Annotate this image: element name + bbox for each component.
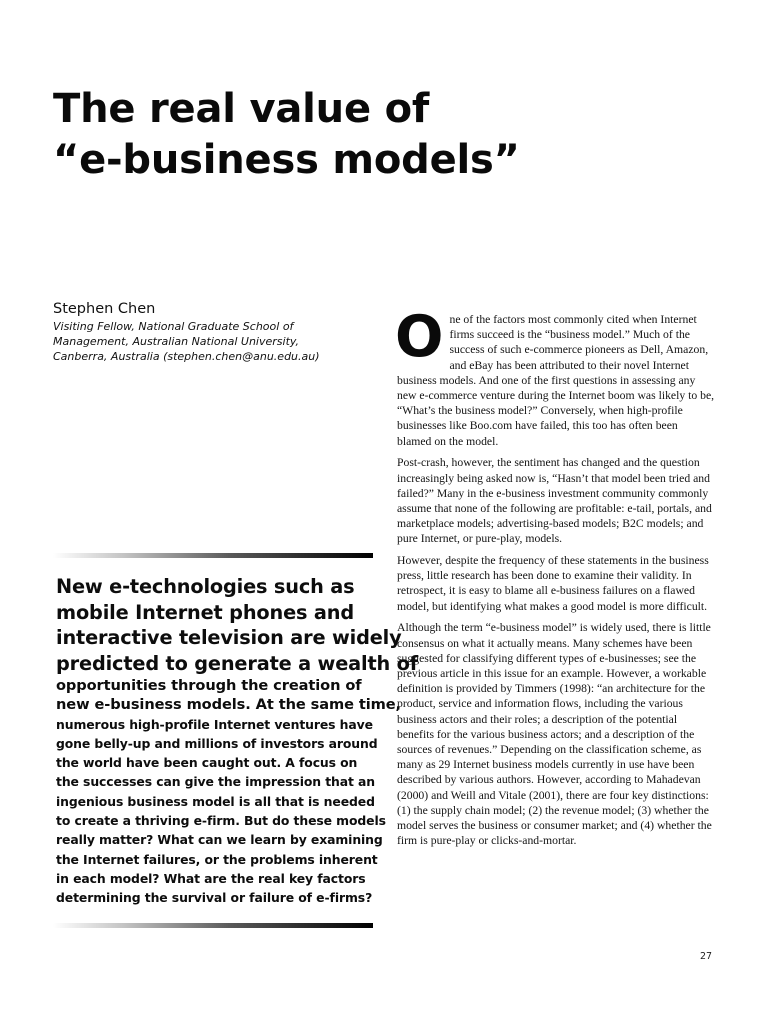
body-paragraph-4: Although the term “e-business model” is widely used, there is little consensus on what it actually means. Many schemes have been suggested for classifying different types of e-businesses; see the previous article in this issue for an example. However, a workable definition is provided by Timmers (1998): “an architecture for the product, service and information flows, including the various business actors and their roles; a description of the potential benefits for the various business actors; and a description of the sources of revenues.” Depending on the classification scheme, as many as 29 Internet business models currently in use have been described by various authors. However, according to Mahadevan (2000) and Weill and Vitale (2001), there are four key distinctions: (1) the supply chain model; (2) the revenue model; (3) whether the model serves the business or consumer market; and (4) whether the firm is pure-play or clicks-and-mortar. (397, 621, 712, 848)
pullquote-line: new e-business models. At the same time, (56, 696, 402, 714)
title-line-1: The real value of (53, 86, 430, 132)
body-column (395, 304, 715, 855)
title-line-2: “e-business models” (53, 137, 520, 183)
affiliation-line: Visiting Fellow, National Graduate School of (53, 320, 294, 333)
author-affiliation (53, 319, 353, 365)
pullquote-line: numerous high-profile Internet ventures have (56, 716, 373, 732)
affiliation-line: Management, Australian National University, (53, 335, 300, 349)
pullquote (56, 574, 418, 908)
pullquote-line: determining the survival or failure of e-firms? (56, 890, 373, 906)
author-name: Stephen Chen (53, 301, 156, 317)
article-title (53, 84, 520, 186)
pullquote-line: opportunities through the creation of (56, 677, 362, 694)
drop-cap: O (395, 304, 444, 370)
paragraph-text: ne of the factors most commonly cited when Internet firms succeed is the “business model.” Much of the success of such e-commerce pioneers as Dell, Amazon, and eBay has been attributed to their novel Internet business models. And one of the first questions in assessing any new e-commerce venture during the Internet boom was likely to be, “What’s the business model?” Conversely, when high-profile businesses like Boo.com have failed, this too has often been blamed on the model. (397, 313, 715, 448)
pullquote-bottom-rule (53, 923, 373, 928)
body-paragraph-1 (395, 304, 715, 449)
pullquote-line: the Internet failures, or the problems inherent (56, 851, 378, 867)
pullquote-line: the successes can give the impression that an (56, 774, 376, 790)
pullquote-line: interactive television are widely (56, 626, 402, 649)
pullquote-line: ingenious business model is all that is needed (56, 793, 375, 809)
pullquote-line: really matter? What can we learn by examining (56, 832, 383, 848)
pullquote-line: in each model? What are the real key factors (56, 870, 366, 886)
body-paragraph-2: Post-crash, however, the sentiment has changed and the question increasingly being asked now is, “Hasn’t that model been tried and failed?” Many in the e-business investment community commonly assume that none of the following are profitable: e-tail, portals, and marketplace models; advertising-based models; B2C models; and pure Internet, or pure-play, models. (397, 456, 712, 546)
body-paragraph-3: However, despite the frequency of these statements in the business press, little research has been done to examine their validity. In retrospect, it is easy to blame all e-business failures on a flawed model, but identifying what makes a good model is more difficult. (397, 554, 709, 613)
pullquote-line: New e-technologies such as (56, 575, 355, 598)
pullquote-line: mobile Internet phones and (56, 600, 354, 624)
pullquote-line: the world have been caught out. A focus on (56, 755, 358, 771)
pullquote-line: gone belly-up and millions of investors around (56, 735, 378, 751)
pullquote-top-rule (53, 553, 373, 558)
page-number: 27 (700, 951, 713, 962)
pullquote-line: predicted to generate a wealth of (56, 651, 418, 675)
affiliation-line: Canberra, Australia (stephen.chen@anu.edu.au) (53, 350, 320, 364)
pullquote-line: to create a thriving e-firm. But do these models (56, 813, 386, 829)
